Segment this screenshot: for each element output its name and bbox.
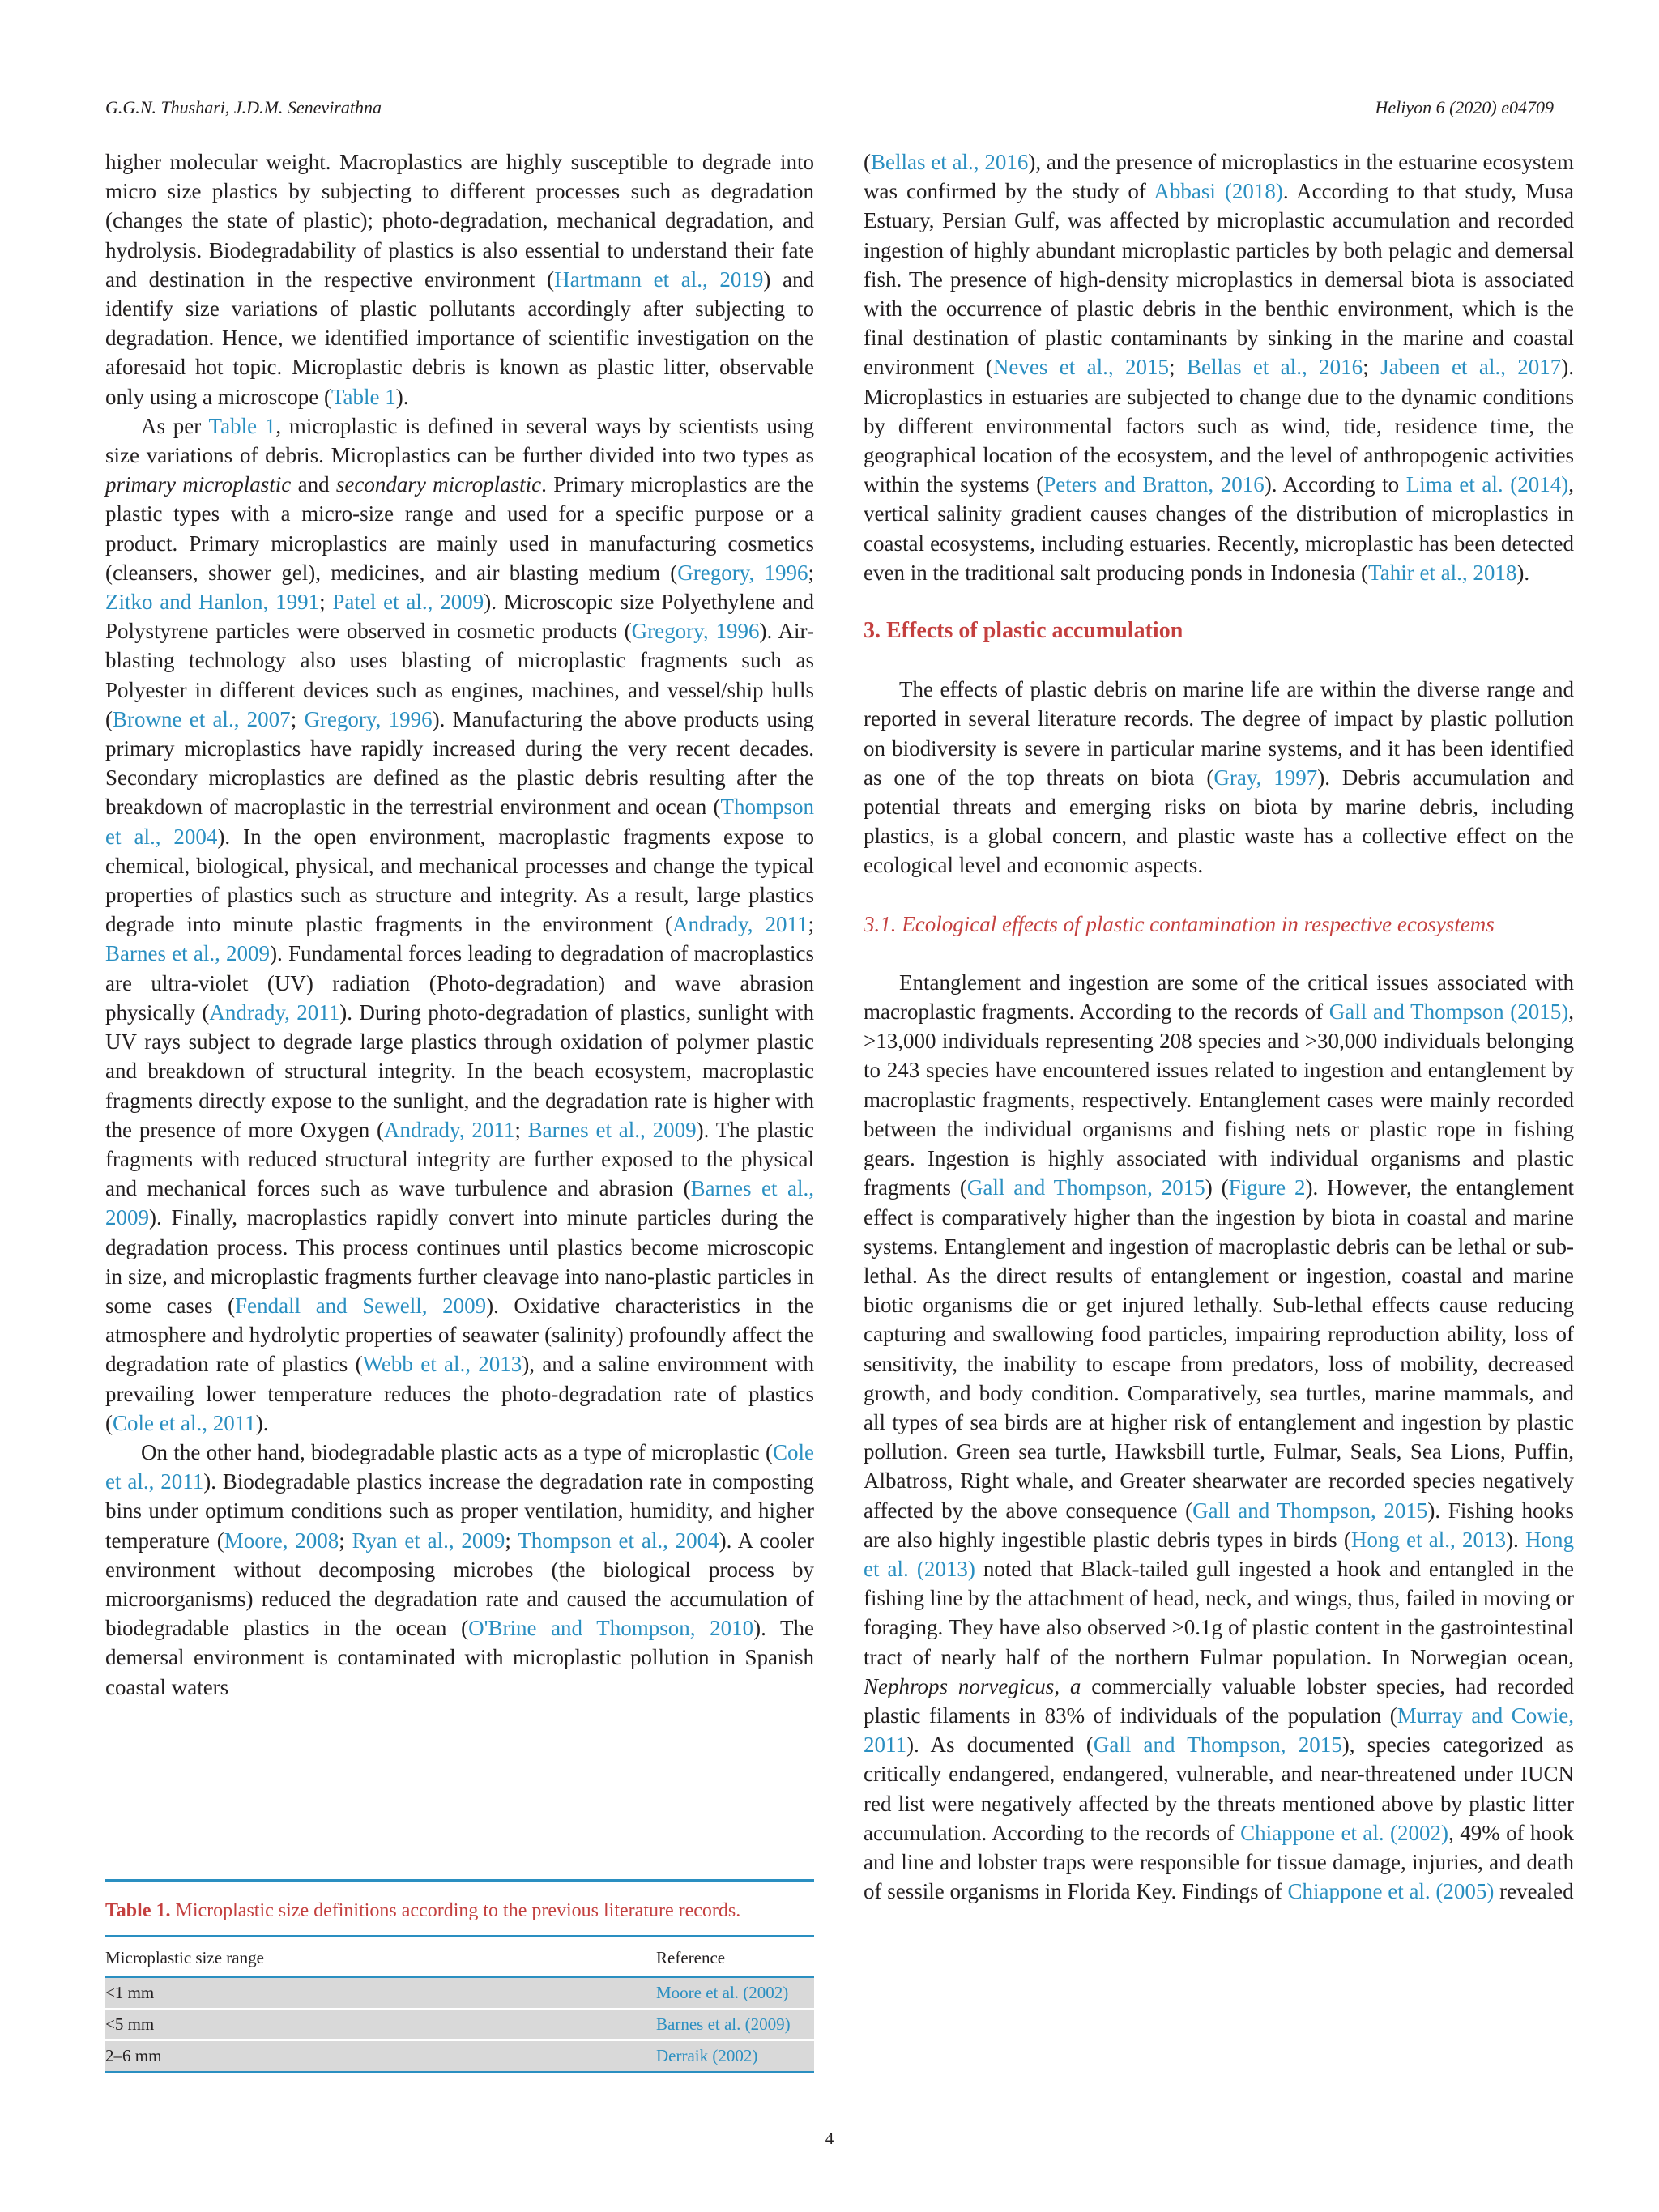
table-link[interactable]: Table 1	[208, 413, 276, 438]
figure-link[interactable]: Figure 2	[1228, 1175, 1306, 1200]
size-definitions-table	[105, 1937, 814, 2073]
table-header-row	[105, 1937, 814, 1977]
citation-link[interactable]: Andrady, 2011	[384, 1117, 515, 1142]
size-range-cell: <5 mm	[105, 2009, 656, 2040]
section-heading-3: 3. Effects of plastic accumulation	[864, 618, 1183, 644]
citation-link[interactable]: Chiappone et al. (2005)	[1287, 1879, 1495, 1904]
citation-link[interactable]: Abbasi (2018)	[1154, 179, 1283, 204]
size-range-cell: 2–6 mm	[105, 2040, 656, 2072]
table-row	[105, 2040, 814, 2072]
reference-link[interactable]: Barnes et al. (2009)	[656, 2009, 814, 2040]
citation-link[interactable]: Barnes et al., 2009	[105, 941, 271, 966]
table-row	[105, 2009, 814, 2040]
paragraph: Entanglement and ingestion are some of the critical issues associated with macroplastic fragments. According to the records of Gall and Thompson (2015), >13,000 individuals representing 208 species and >30,000 individuals belonging to 243 species have encountered issues related to ingestion and entanglement by macroplastic fragments, respectively. Entanglement cases were mainly recorded between the individual organisms and fishing nets or plastic rope in fishing gears. Ingestion is highly associated with individual organisms and plastic fragments (Gall and Thompson, 2015) (Figure 2). However, the entanglement effect is comparatively higher than the ingestion by biota in coastal and marine systems. Entanglement and ingestion of macroplastic debris can be lethal or sub-lethal. As the direct results of entanglement or ingestion, coastal and marine biotic organisms die or get injured lethally. Sub-lethal effects cause reducing capturing and swallowing food particles, impairing reproduction ability, loss of sensitivity, the inability to escape from predators, loss of mobility, decreased growth, and body condition. Comparatively, sea turtles, marine mammals, and all types of sea birds are at higher risk of entanglement and ingestion by plastic pollution. Green sea turtle, Hawksbill turtle, Fulmar, Seals, Sea Lions, Puffin, Albatross, Right whale, and Greater shearwater are recorded species negatively affected by the above consequence (Gall and Thompson, 2015). Fishing hooks are also highly ingestible plastic debris types in birds (Hong et al., 2013). Hong et al. (2013) noted that Black-tailed gull ingested a hook and entangled in the fishing line by the attachment of head, neck, and wings, thus, failed in moving or foraging. They have also observed >0.1g of plastic content in the gastrointestinal tract of nearly half of the northern Fulmar population. In Norwegian ocean, Nephrops norvegicus, a commercially valuable lobster species, had recorded plastic filaments in 83% of individuals of the population (Murray and Cowie, 2011). As documented (Gall and Thompson, 2015), species categorized as critically endangered, endangered, vulnerable, and near-threatened under IUCN red list were negatively affected by the threats mentioned above by plastic litter accumulation. According to the records of Chiappone et al. (2002), 49% of hook and line and lobster traps were responsible for tissue damage, injuries, and death of sessile organisms in Florida Key. Findings of Chiappone et al. (2005) revealed	[864, 970, 1575, 1904]
running-head-authors: G.G.N. Thushari, J.D.M. Senevirathna	[105, 97, 382, 117]
citation-link[interactable]: Thompson et al., 2004	[518, 1528, 719, 1553]
left-column	[105, 147, 814, 1702]
reference-link[interactable]: Moore et al. (2002)	[656, 1977, 814, 2009]
citation-link[interactable]: Cole et al., 2011	[113, 1410, 256, 1435]
table-row	[105, 1977, 814, 2009]
column-header-size-range: Microplastic size range	[105, 1937, 656, 1977]
citation-link[interactable]: Webb et al., 2013	[362, 1352, 522, 1377]
citation-link[interactable]: Barnes et al., 2009	[527, 1117, 697, 1142]
citation-link[interactable]: Jabeen et al., 2017	[1380, 355, 1562, 380]
citation-link[interactable]: Hartmann et al., 2019	[554, 266, 764, 292]
citation-link[interactable]: Fendall and Sewell, 2009	[235, 1293, 487, 1318]
citation-link[interactable]: Gregory, 1996	[304, 706, 433, 731]
citation-link[interactable]: Patel et al., 2009	[332, 590, 484, 615]
paragraph: (Bellas et al., 2016), and the presence of microplastics in the estuarine ecosystem was confirmed by the study of Abbasi (2018). According to that study, Musa Estuary, Persian Gulf, was affected by microplastic accumulation and recorded ingestion of highly abundant microplastic particles by both pelagic and demersal fish. The presence of high-density microplastics in demersal biota is associated with the occurrence of plastic debris in the benthic environment, which is the final destination of plastic contaminants by sinking in the marine and coastal environment (Neves et al., 2015; Bellas et al., 2016; Jabeen et al., 2017). Microplastics in estuaries are subjected to change due to the dynamic conditions by different environmental factors such as wind, tide, residence time, the geographical location of the ecosystem, and the level of anthropogenic activities within the systems (Peters and Bratton, 2016). According to Lima et al. (2014), vertical salinity gradient causes changes of the distribution of microplastics in coastal ecosystems, including estuaries. Recently, microplastic has been detected even in the traditional salt producing ponds in Indonesia (Tahir et al., 2018).	[864, 150, 1574, 585]
citation-link[interactable]: Gall and Thompson (2015)	[1328, 999, 1569, 1025]
citation-link[interactable]: Gall and Thompson, 2015	[1192, 1498, 1428, 1523]
citation-link[interactable]: Gall and Thompson, 2015	[966, 1175, 1205, 1200]
size-range-cell: <1 mm	[105, 1977, 656, 2009]
citation-link[interactable]: Chiappone et al. (2002)	[1240, 1820, 1449, 1845]
citation-link[interactable]: Hong et al., 2013	[1350, 1527, 1507, 1552]
running-head-journal: Heliyon 6 (2020) e04709	[1375, 97, 1554, 117]
citation-link[interactable]: Bellas et al., 2016	[871, 150, 1029, 174]
citation-link[interactable]: Gregory, 1996	[631, 619, 760, 644]
paragraph: As per Table 1, microplastic is defined in several ways by scientists using size variations of debris. Microplastics can be further divided into two types as primary microplastic and secondary microplastic. Primary microplastics are the plastic types with a micro-size range and used for a specific purpose or a product. Primary microplastics are mainly used in manufacturing cosmetics (cleansers, shower gel), medicines, and air blasting medium (Gregory, 1996; Zitko and Hanlon, 1991; Patel et al., 2009). Microscopic size Polyethylene and Polystyrene particles were observed in cosmetic products (Gregory, 1996). Air-blasting technology also uses blasting of microplastic fragments such as Polyester in different devices such as engines, machines, and vessel/ship hulls (Browne et al., 2007; Gregory, 1996). Manufacturing the above products using primary microplastics have rapidly increased during the very recent decades. Secondary microplastics are defined as the plastic debris resulting after the breakdown of macroplastic in the terrestrial environment and ocean (Thompson et al., 2004). In the open environment, macroplastic fragments expose to chemical, biological, physical, and mechanical processes and change the typical properties of plastics such as structure and integrity. As a result, large plastics degrade into minute plastic fragments in the environment (Andrady, 2011; Barnes et al., 2009). Fundamental forces leading to degradation of macroplastics are ultra-violet (UV) radiation (Photo-degradation) and wave abrasion physically (Andrady, 2011). During photo-degradation of plastics, sunlight with UV rays subject to degrade large plastics through oxidation of polymer plastic and breakdown of structural integrity. In the beach ecosystem, macroplastic fragments directly expose to the sunlight, and the degradation rate is higher with the presence of more Oxygen (Andrady, 2011; Barnes et al., 2009). The plastic fragments with reduced structural integrity are further exposed to the physical and mechanical forces such as wave turbulence and abrasion (Barnes et al., 2009). Finally, macroplastics rapidly convert into minute particles during the degradation process. This process continues until plastics become microscopic in size, and microplastic fragments further cleavage into nano-plastic particles in some cases (Fendall and Sewell, 2009). Oxidative characteristics in the atmosphere and hydrolytic properties of seawater (salinity) profoundly affect the degradation rate of plastics (Webb et al., 2013), and a saline environment with prevailing lower temperature reduces the photo-degradation rate of plastics (Cole et al., 2011).	[105, 413, 815, 1435]
citation-link[interactable]: Barnes et al., 2009	[105, 1176, 814, 1230]
citation-link[interactable]: Gregory, 1996	[677, 560, 808, 585]
citation-link[interactable]: Cole et al., 2011	[105, 1439, 814, 1494]
citation-link[interactable]: Andrady, 2011	[209, 999, 340, 1025]
right-column	[864, 147, 1574, 1906]
table-link[interactable]: Table 1	[331, 384, 396, 409]
citation-link[interactable]: Thompson et al., 2004	[105, 795, 814, 849]
citation-link[interactable]: Lima et al. (2014)	[1405, 472, 1569, 497]
table-caption: Table 1. Microplastic size definitions according to the previous literature records.	[105, 1879, 814, 1937]
citation-link[interactable]: Browne et al., 2007	[113, 706, 291, 731]
citation-link[interactable]: Murray and Cowie, 2011	[864, 1703, 1575, 1758]
citation-link[interactable]: Gray, 1997	[1213, 765, 1318, 790]
citation-link[interactable]: Ryan et al., 2009	[352, 1528, 505, 1553]
column-header-reference: Reference	[656, 1937, 814, 1977]
paragraph: On the other hand, biodegradable plastic acts as a type of microplastic (Cole et al., 2011). Biodegradable plastics increase the degradation rate in composting bins under optimum conditions such as proper ventilation, humidity, and higher temperature (Moore, 2008; Ryan et al., 2009; Thompson et al., 2004). A cooler environment without decomposing microbes (the biological process by microorganisms) reduced the degradation rate and caused the accumulation of biodegradable plastics in the ocean (O'Brine and Thompson, 2010). The demersal environment is contaminated with microplastic pollution in Spanish coastal waters	[105, 1439, 814, 1699]
citation-link[interactable]: O'Brine and Thompson, 2010	[468, 1616, 754, 1641]
citation-link[interactable]: Bellas et al., 2016	[1186, 355, 1363, 380]
citation-link[interactable]: Hong et al. (2013)	[864, 1527, 1574, 1581]
citation-link[interactable]: Andrady, 2011	[672, 912, 808, 937]
citation-link[interactable]: Tahir et al., 2018	[1368, 560, 1517, 585]
citation-link[interactable]: Peters and Bratton, 2016	[1043, 472, 1265, 497]
citation-link[interactable]: Moore, 2008	[224, 1528, 339, 1553]
subsection-heading-3-1: 3.1. Ecological effects of plastic contamination in respective ecosystems	[864, 911, 1495, 936]
paragraph: The effects of plastic debris on marine life are within the diverse range and reported in several literature records. The degree of impact by plastic pollution on biodiversity is severe in particular marine systems, and it has been identified as one of the top threats on biota (Gray, 1997). Debris accumulation and potential threats and emerging risks on biota by marine debris, including plastics, is a global concern, and plastic waste has a collective effect on the ecological level and economic aspects.	[864, 677, 1574, 878]
reference-link[interactable]: Derraik (2002)	[656, 2040, 814, 2072]
citation-link[interactable]: Gall and Thompson, 2015	[1093, 1733, 1342, 1758]
paragraph: higher molecular weight. Macroplastics are highly susceptible to degrade into micro size plastics by subjecting to different processes such as degradation (changes the state of plastic); photo-degradation, mechanical degradation, and hydrolysis. Biodegradability of plastics is also essential to understand their fate and destination in the respective environment (Hartmann et al., 2019) and identify size variations of plastic pollutants accordingly after subjecting to degradation. Hence, we identified importance of scientific investigation on the aforesaid hot topic. Microplastic debris is known as plastic litter, observable only using a microscope (Table 1).	[105, 150, 815, 409]
citation-link[interactable]: Neves et al., 2015	[992, 355, 1170, 380]
page-number: 4	[825, 2129, 834, 2148]
citation-link[interactable]: Zitko and Hanlon, 1991	[105, 590, 320, 615]
table-1	[105, 1879, 814, 2073]
